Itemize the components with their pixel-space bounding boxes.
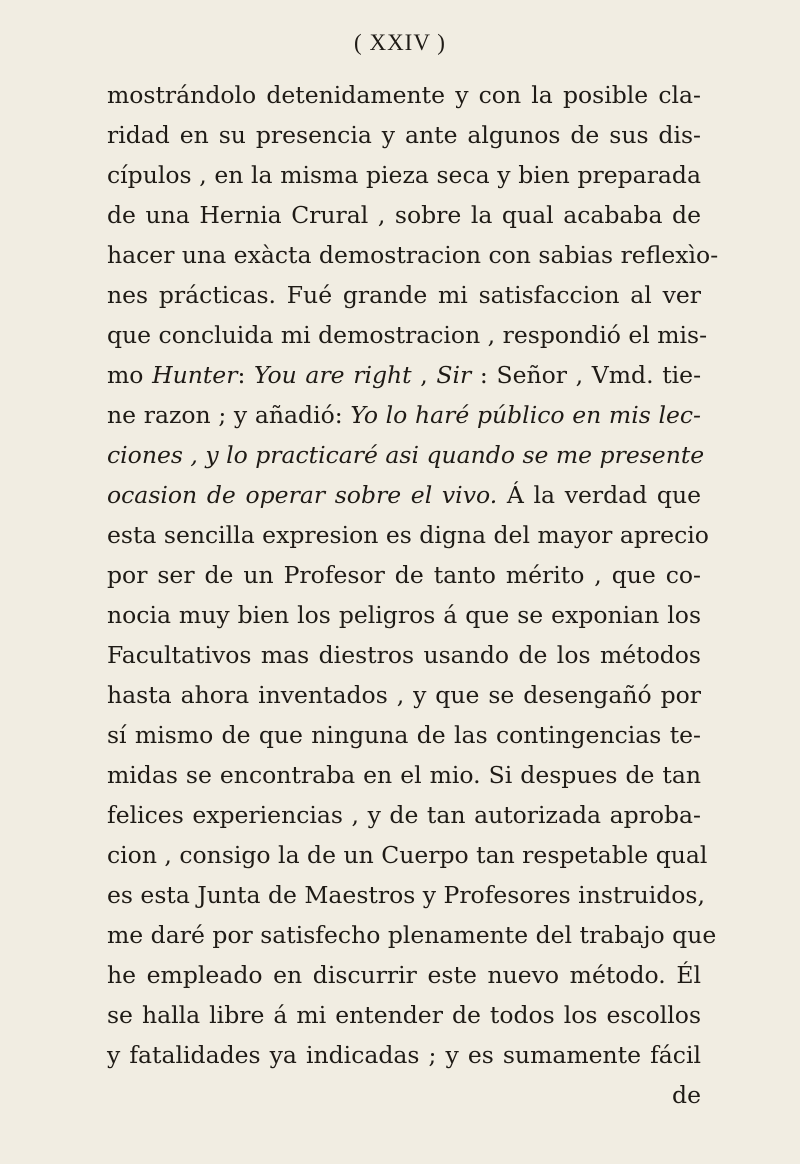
text-line xyxy=(107,195,701,235)
italic-text-segment: Yo lo haré público en mis lec- xyxy=(350,401,701,429)
text-line xyxy=(107,555,701,595)
text-segment: esta sencilla expresion es digna del mayor aprecio xyxy=(107,521,709,549)
italic-text-segment: Sir xyxy=(436,361,472,389)
text-segment: que concluida mi demostracion , respondió el mis- xyxy=(107,321,708,349)
text-segment: mo xyxy=(107,361,153,389)
text-segment: nocia muy bien los peligros á que se exponian los xyxy=(107,601,701,629)
text-line xyxy=(107,75,701,115)
text-segment: : Señor , Vmd. tie- xyxy=(471,361,702,389)
text-line xyxy=(107,315,708,355)
text-line xyxy=(107,955,701,995)
text-segment: mostrándolo detenidamente y con la posible cla- xyxy=(107,81,701,109)
text-segment: midas se encontraba en el mio. Si despues de tan xyxy=(107,761,701,789)
text-line xyxy=(107,595,701,635)
text-segment: hasta ahora inventados , y que se desengañó por xyxy=(107,681,701,709)
text-line xyxy=(107,675,701,715)
text-line xyxy=(107,835,708,875)
text-segment: se halla libre á mi entender de todos los escollos xyxy=(107,1001,701,1029)
text-line xyxy=(107,1035,701,1075)
text-line xyxy=(107,515,709,555)
text-line xyxy=(107,395,701,435)
text-segment: nes prácticas. Fué grande mi satisfaccion al ver xyxy=(107,281,701,309)
italic-text-segment: ocasion de operar sobre el vivo. xyxy=(107,481,498,509)
text-segment: es esta Junta de Maestros y Profesores instruidos, xyxy=(107,881,705,909)
text-segment: Facultativos mas diestros usando de los métodos xyxy=(107,641,701,669)
text-line xyxy=(107,1075,701,1115)
body-text xyxy=(107,75,719,1115)
italic-text-segment: ciones , y lo practicaré asi quando se me presente xyxy=(107,441,705,469)
text-line xyxy=(107,755,701,795)
text-segment: hacer una exàcta demostracion con sabias reflexìo- xyxy=(107,241,719,269)
text-segment: de xyxy=(672,1081,701,1109)
text-line xyxy=(107,635,701,675)
text-segment: he empleado en discurrir este nuevo método. Él xyxy=(107,961,701,989)
text-segment: me daré por satisfecho plenamente del trabajo que xyxy=(107,921,717,949)
text-segment: : xyxy=(237,361,255,389)
text-segment: cion , consigo la de un Cuerpo tan respetable qual xyxy=(107,841,708,869)
text-segment: cípulos , en la misma pieza seca y bien preparada xyxy=(107,161,701,189)
italic-text-segment: You are right xyxy=(254,361,412,389)
text-segment: ne razon ; y añadió: xyxy=(107,401,351,429)
text-segment: sí mismo de que ninguna de las contingencias te- xyxy=(107,721,701,749)
page-number: ( XXIV ) xyxy=(354,30,446,55)
text-segment: felices experiencias , y de tan autorizada aproba- xyxy=(107,801,701,829)
text-line xyxy=(107,235,719,275)
text-segment: y fatalidades ya indicadas ; y es sumamente fácil xyxy=(107,1041,701,1069)
text-segment: ridad en su presencia y ante algunos de sus dis- xyxy=(107,121,701,149)
text-line xyxy=(107,795,701,835)
text-line xyxy=(107,995,701,1035)
text-segment: por ser de un Profesor de tanto mérito , que co- xyxy=(107,561,701,589)
text-segment: Á la verdad que xyxy=(497,481,701,509)
text-line xyxy=(107,875,705,915)
text-line xyxy=(107,115,701,155)
text-line xyxy=(107,715,701,755)
text-segment: de una Hernia Crural , sobre la qual acababa de xyxy=(107,201,701,229)
text-line xyxy=(107,475,701,515)
text-line xyxy=(107,435,705,475)
text-line xyxy=(107,915,717,955)
text-line xyxy=(107,355,701,395)
text-segment: , xyxy=(411,361,437,389)
italic-text-segment: Hunter xyxy=(152,361,238,389)
text-line xyxy=(107,275,701,315)
text-line xyxy=(107,155,701,195)
